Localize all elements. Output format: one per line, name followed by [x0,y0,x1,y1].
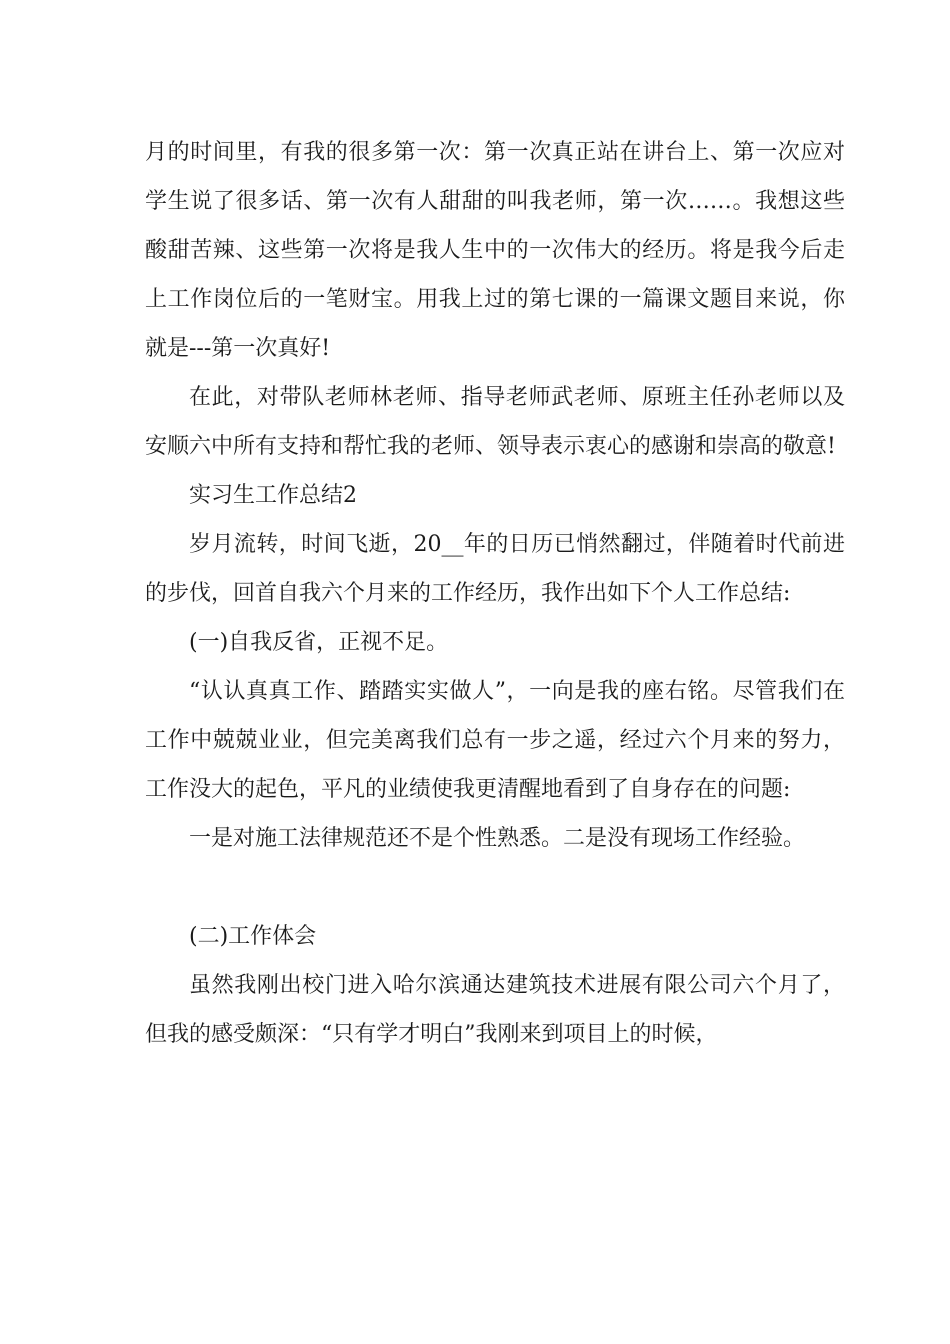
paragraph-thanks: 在此，对带队老师林老师、指导老师武老师、原班主任孙老师以及安顺六中所有支持和帮忙我的老师、领导表示衷心的感谢和崇高的敬意! [145,385,845,459]
paragraph-intro: 岁月流转，时间飞逝，20__年的日历已悄然翻过，伴随着时代前进的步伐，回首自我六个月来的工作经历，我作出如下个人工作总结: [145,532,845,606]
paragraph-first-times: 月的时间里，有我的很多第一次：第一次真正站在讲台上、第一次应对学生说了很多话、第一次有人甜甜的叫我老师，第一次……。我想这些酸甜苦辣、这些第一次将是我人生中的一次伟大的经历。将是我今后走上工作岗位后的一笔财宝。用我上过的第七课的一篇课文题目来说，你就是---第一次真好! [145,140,845,361]
blank-line [145,863,845,912]
section-title: 实习生工作总结2 [189,483,357,508]
paragraph-shortcomings: 一是对施工法律规范还不是个性熟悉。二是没有现场工作经验。 [189,826,806,851]
document-body [145,128,845,1059]
paragraph-motto: “认认真真工作、踏踏实实做人”，一向是我的座右铭。尽管我们在工作中兢兢业业，但完美离我们总有一步之遥，经过六个月来的努力，工作没大的起色，平凡的业绩使我更清醒地看到了自身存在的问题: [145,679,845,802]
heading-work-experience: (二)工作体会 [189,924,317,949]
heading-self-reflection: (一)自我反省，正视不足。 [189,630,449,655]
paragraph-company: 虽然我刚出校门进入哈尔滨通达建筑技术进展有限公司六个月了，但我的感受颇深：“只有学才明白”我刚来到项目上的时候， [145,973,845,1047]
